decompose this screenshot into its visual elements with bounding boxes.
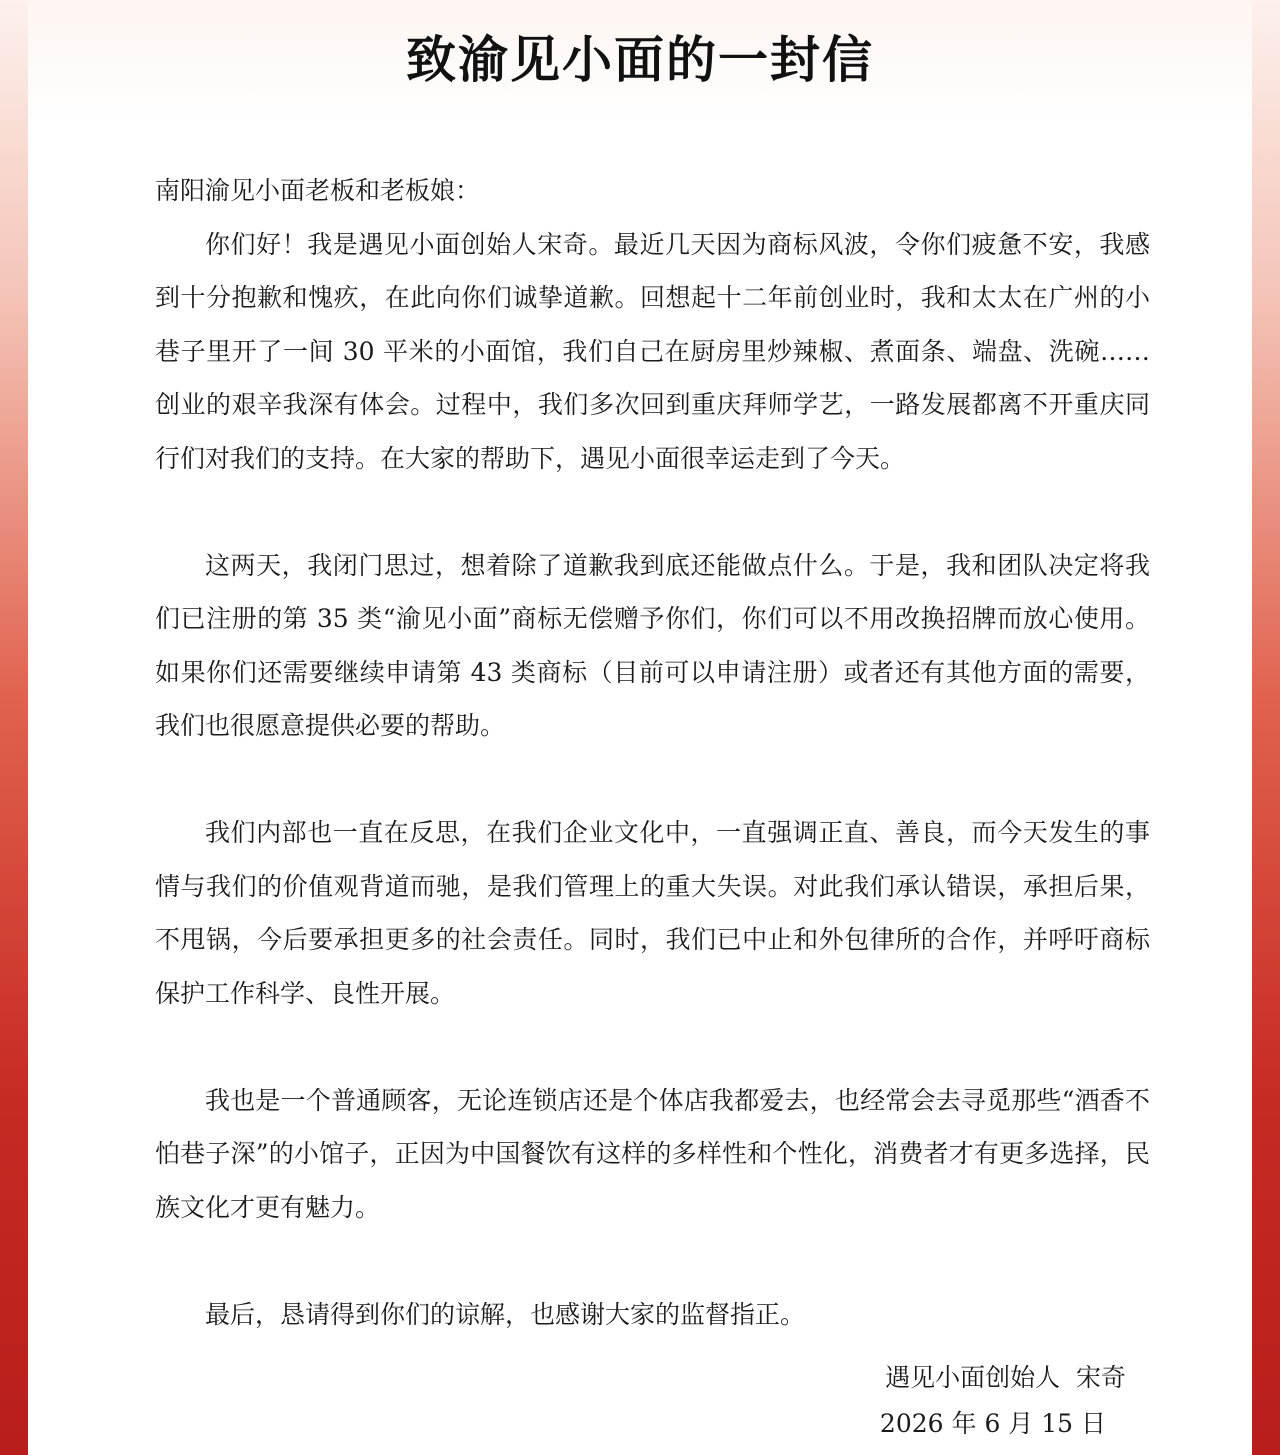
letter-paragraph-5: 最后，恳请得到你们的谅解，也感谢大家的监督指正。 <box>205 1299 806 1329</box>
signature-date: 2026 年 6 月 15 日 <box>879 1409 1106 1438</box>
signature-name: 遇见小面创始人 宋奇 <box>885 1363 1126 1392</box>
letter-paragraph-3: 我们内部也一直在反思，在我们企业文化中，一直强调正直、善良，而今天发生的事情与我们的价值观背道而驰，是我们管理上的重大失误。对此我们承认错误，承担后果，不甩锅，今后要承担更多的社会责任。同时，我们已中止和外包律所的合作，并呼吁商标保护工作科学、良性开展。 <box>155 818 1150 1008</box>
paragraph-gap <box>155 753 1150 807</box>
paragraph-gap <box>155 1020 1150 1074</box>
letter-signature-block <box>880 1355 1126 1447</box>
letter-body <box>155 164 1150 1341</box>
letter-paragraph-4: 我也是一个普通顾客，无论连锁店还是个体店我都爱去，也经常会去寻觅那些“酒香不怕巷子深”的小馆子，正因为中国餐饮有这样的多样性和个性化，消费者才有更多选择，民族文化才更有魅力。 <box>155 1085 1150 1222</box>
letter-paper <box>28 0 1252 1455</box>
paragraph-gap <box>155 1234 1150 1288</box>
letter-paragraph-1: 你们好！我是遇见小面创始人宋奇。最近几天因为商标风波，令你们疲惫不安，我感到十分抱歉和愧疚，在此向你们诚挚道歉。回想起十二年前创业时，我和太太在广州的小巷子里开了一间 30 平米的小面馆，我们自己在厨房里炒辣椒、煮面条、端盘、洗碗……创业的艰辛我深有体会。过程中，我们多次回到重庆拜师学艺，一路发展都离不开重庆同行们对我们的支持。在大家的帮助下，遇见小面很幸运走到了今天。 <box>155 229 1150 473</box>
letter-salutation: 南阳渝见小面老板和老板娘： <box>155 176 481 205</box>
paragraph-gap <box>155 485 1150 539</box>
letter-paragraph-2: 这两天，我闭门思过，想着除了道歉我到底还能做点什么。于是，我和团队决定将我们已注册的第 35 类“渝见小面”商标无偿赠予你们，你们可以不用改换招牌而放心使用。如果你们还需要继续申请第 43 类商标（目前可以申请注册）或者还有其他方面的需要，我们也很愿意提供必要的帮助。 <box>155 550 1150 740</box>
letter-title: 致渝见小面的一封信 <box>406 31 874 89</box>
